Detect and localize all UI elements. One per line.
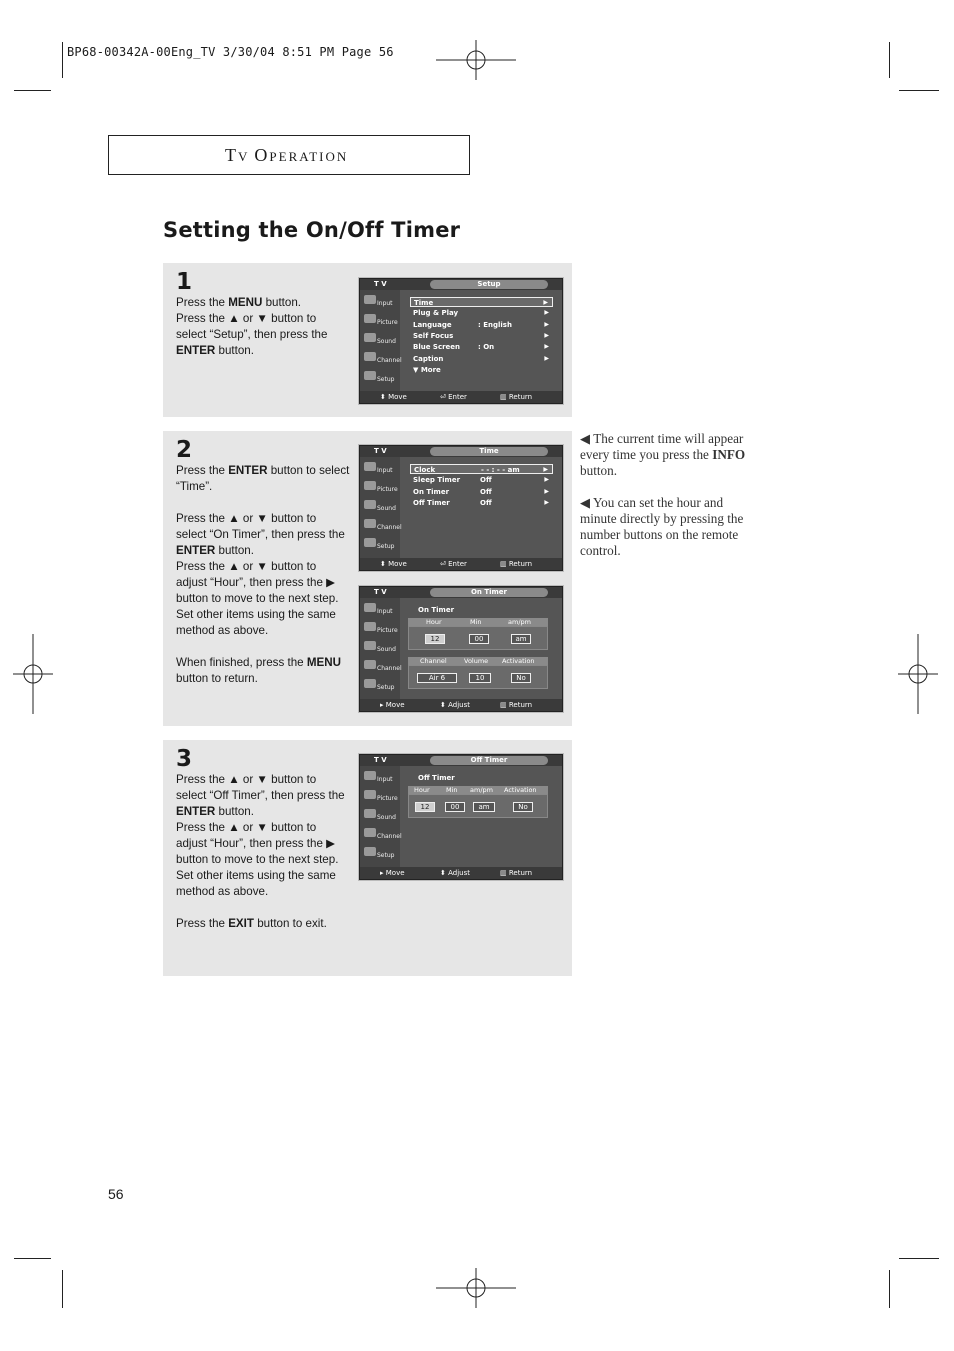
menu-category-icon bbox=[364, 314, 376, 323]
instruction-line: ENTER button. bbox=[176, 344, 254, 357]
crop-mark bbox=[899, 90, 939, 91]
osd-subtitle: On Timer bbox=[418, 606, 455, 614]
osd-sidebar-item[interactable]: Input bbox=[362, 769, 400, 787]
menu-category-icon bbox=[364, 538, 376, 547]
min-value[interactable]: 00 bbox=[469, 634, 489, 644]
crop-mark bbox=[14, 1258, 51, 1259]
osd-sidebar-item[interactable]: Sound bbox=[362, 807, 400, 825]
menu-category-icon bbox=[364, 660, 376, 669]
osd-off-timer: T V Off Timer Input Picture Sound Channel Setup Off Timer Hour Min am/pm Activation 12 00 am No ▸ Move ⬍ Adjust ▥ Return bbox=[359, 754, 563, 880]
instruction-line: ENTER button. bbox=[176, 805, 254, 818]
ampm-value[interactable]: am bbox=[511, 634, 531, 644]
osd-sidebar-item[interactable]: Input bbox=[362, 460, 400, 478]
osd-menu-row[interactable]: ▼ More bbox=[413, 365, 441, 374]
grid-values bbox=[408, 626, 548, 650]
chevron-right-icon: ▶ bbox=[544, 498, 549, 506]
note-line: every time you press the INFO bbox=[580, 447, 746, 462]
instruction-line: Press the ▲ or ▼ button to bbox=[176, 312, 317, 325]
chevron-right-icon: ▶ bbox=[544, 320, 549, 328]
menu-category-icon bbox=[364, 352, 376, 361]
section-header bbox=[108, 135, 470, 175]
instruction-line: Press the ENTER button to select bbox=[176, 464, 350, 477]
grid-header: Hour Min am/pm Activation bbox=[408, 786, 548, 794]
crop-mark bbox=[62, 42, 63, 78]
chevron-right-icon: ▶ bbox=[544, 309, 549, 317]
step-instructions bbox=[176, 772, 356, 932]
step-number: 1 bbox=[176, 269, 193, 295]
min-value[interactable]: 00 bbox=[445, 802, 465, 812]
osd-sidebar-item[interactable]: Sound bbox=[362, 331, 400, 349]
grid-header: Channel Volume Activation bbox=[408, 657, 548, 665]
osd-time-menu: T V Time Input Picture Sound Channel Setup ⬍ Move ⏎ Enter ▥ Return Clock - - : - - am ▶ Sleep Timer Off ▶ On Timer Off ▶ Off Timer Off ▶ bbox=[359, 445, 563, 571]
osd-menu-row[interactable]: Sleep Timer Off ▶ bbox=[413, 476, 549, 485]
menu-category-icon bbox=[364, 603, 376, 612]
osd-sidebar-item[interactable]: Sound bbox=[362, 639, 400, 657]
note-line: ◀ The current time will appear bbox=[580, 431, 744, 446]
note-line: minute directly by pressing the bbox=[580, 511, 744, 526]
menu-category-icon bbox=[364, 481, 376, 490]
page-title: Setting the On/Off Timer bbox=[163, 218, 461, 242]
osd-sidebar-item[interactable]: Input bbox=[362, 293, 400, 311]
print-slug: BP68-00342A-00Eng_TV 3/30/04 8:51 PM Page 56 bbox=[67, 45, 394, 59]
chevron-right-icon: ▶ bbox=[544, 343, 549, 351]
activation-value[interactable]: No bbox=[511, 673, 531, 683]
osd-menu-row[interactable]: Blue Screen : On ▶ bbox=[413, 343, 549, 352]
menu-category-icon bbox=[364, 809, 376, 818]
hour-value[interactable]: 12 bbox=[425, 634, 445, 644]
note-line: button. bbox=[580, 463, 617, 478]
osd-tab-title: Off Timer bbox=[430, 756, 548, 765]
osd-sidebar bbox=[360, 598, 400, 699]
instruction-line: button to move to the next step. bbox=[176, 853, 339, 866]
volume-value[interactable]: 10 bbox=[469, 673, 491, 683]
osd-on-timer: T V On Timer Input Picture Sound Channel Setup On Timer Hour Min am/pm 12 00 am Channel Volume Activation Air 6 10 No ▸ Move ⬍ Adjust ▥ Return bbox=[359, 586, 563, 712]
osd-subtitle: Off Timer bbox=[418, 774, 455, 782]
osd-menu-row[interactable]: Self Focus ▶ bbox=[413, 331, 549, 340]
instruction-line: method as above. bbox=[176, 885, 269, 898]
menu-category-icon bbox=[364, 771, 376, 780]
step-instructions bbox=[176, 463, 356, 687]
instruction-line: adjust “Hour”, then press the ▶ bbox=[176, 576, 336, 589]
menu-category-icon bbox=[364, 500, 376, 509]
instruction-line: Set other items using the same bbox=[176, 869, 336, 882]
page-number: 56 bbox=[108, 1186, 124, 1202]
registration-mark-icon bbox=[436, 1268, 516, 1308]
osd-sidebar bbox=[360, 457, 400, 558]
osd-menu-row[interactable]: On Timer Off ▶ bbox=[413, 487, 549, 496]
grid-values bbox=[408, 665, 548, 689]
instruction-line: Press the ▲ or ▼ button to bbox=[176, 773, 317, 786]
menu-category-icon bbox=[364, 295, 376, 304]
instruction-line bbox=[176, 495, 356, 511]
crop-mark bbox=[889, 1270, 890, 1308]
step-number: 2 bbox=[176, 437, 193, 463]
instruction-line: select “On Timer”, then press the bbox=[176, 528, 345, 541]
hour-value[interactable]: 12 bbox=[415, 802, 435, 812]
osd-sidebar-item[interactable]: Channel bbox=[362, 350, 400, 368]
osd-sidebar-item[interactable]: Picture bbox=[362, 312, 400, 330]
registration-mark-icon bbox=[436, 40, 516, 80]
osd-menu-row[interactable]: Clock - - : - - am ▶ bbox=[410, 464, 553, 474]
osd-sidebar-item[interactable]: Picture bbox=[362, 620, 400, 638]
instruction-line: Press the ▲ or ▼ button to bbox=[176, 512, 317, 525]
instruction-line: adjust “Hour”, then press the ▶ bbox=[176, 837, 336, 850]
note-line: number buttons on the remote bbox=[580, 527, 739, 542]
osd-sidebar-item[interactable]: Picture bbox=[362, 788, 400, 806]
side-note-1 bbox=[580, 431, 770, 479]
menu-category-icon bbox=[364, 641, 376, 650]
menu-category-icon bbox=[364, 462, 376, 471]
chevron-right-icon: ▶ bbox=[544, 331, 549, 339]
activation-value[interactable]: No bbox=[513, 802, 533, 812]
menu-category-icon bbox=[364, 847, 376, 856]
osd-menu-row[interactable]: Caption ▶ bbox=[413, 354, 549, 363]
menu-category-icon bbox=[364, 519, 376, 528]
instruction-line: button to return. bbox=[176, 672, 258, 685]
osd-sidebar-item[interactable]: Channel bbox=[362, 517, 400, 535]
osd-menu-row[interactable]: Time ▶ bbox=[410, 297, 553, 307]
osd-footer: ⬍ Move ⏎ Enter ▥ Return bbox=[360, 391, 562, 403]
instruction-line: When finished, press the MENU bbox=[176, 656, 341, 669]
chevron-right-icon: ▶ bbox=[543, 299, 548, 306]
osd-footer: ⬍ Move ⏎ Enter ▥ Return bbox=[360, 558, 562, 570]
instruction-line bbox=[176, 900, 356, 916]
registration-mark-icon bbox=[898, 634, 938, 714]
crop-mark bbox=[899, 1258, 939, 1259]
osd-footer: ▸ Move ⬍ Adjust ▥ Return bbox=[360, 699, 562, 711]
instruction-line: select “Off Timer”, then press the bbox=[176, 789, 345, 802]
instruction-line bbox=[176, 639, 356, 655]
osd-sidebar-item[interactable]: Input bbox=[362, 601, 400, 619]
instruction-line: Press the ▲ or ▼ button to bbox=[176, 821, 317, 834]
instruction-line: method as above. bbox=[176, 624, 269, 637]
instruction-line: “Time”. bbox=[176, 480, 213, 493]
crop-mark bbox=[14, 90, 51, 91]
osd-tab-title: On Timer bbox=[430, 588, 548, 597]
osd-sidebar-item[interactable]: Setup bbox=[362, 845, 400, 863]
instruction-line: button to move to the next step. bbox=[176, 592, 339, 605]
chevron-right-icon: ▶ bbox=[544, 354, 549, 362]
osd-sidebar-item[interactable]: Setup bbox=[362, 369, 400, 387]
chevron-right-icon: ▶ bbox=[544, 487, 549, 495]
instruction-line: Press the MENU button. bbox=[176, 296, 302, 309]
channel-value[interactable]: Air 6 bbox=[417, 673, 457, 683]
osd-menu-row[interactable]: Plug & Play ▶ bbox=[413, 309, 549, 318]
instruction-line: select “Setup”, then press the bbox=[176, 328, 328, 341]
side-note-2 bbox=[580, 495, 770, 559]
chevron-right-icon: ▶ bbox=[543, 466, 548, 473]
crop-mark bbox=[62, 1270, 63, 1308]
osd-sidebar-item[interactable]: Channel bbox=[362, 658, 400, 676]
menu-category-icon bbox=[364, 333, 376, 342]
osd-sidebar-item[interactable]: Setup bbox=[362, 677, 400, 695]
osd-menu-row[interactable]: Language : English ▶ bbox=[413, 320, 549, 329]
osd-sidebar bbox=[360, 766, 400, 867]
osd-sidebar-item[interactable]: Setup bbox=[362, 536, 400, 554]
osd-sidebar-item[interactable]: Picture bbox=[362, 479, 400, 497]
menu-category-icon bbox=[364, 790, 376, 799]
osd-setup-menu: T V Setup Input Picture Sound Channel Setup ⬍ Move ⏎ Enter ▥ Return Time ▶ Plug & Play ▶ Language : English ▶ Self Focus ▶ Blue Screen : On ▶ Caption ▶ ▼ More bbox=[359, 278, 563, 404]
osd-sidebar bbox=[360, 290, 400, 391]
ampm-value[interactable]: am bbox=[473, 802, 495, 812]
osd-tab-title: Setup bbox=[430, 280, 548, 289]
instruction-line: Press the ▲ or ▼ button to bbox=[176, 560, 317, 573]
menu-category-icon bbox=[364, 828, 376, 837]
osd-sidebar-item[interactable]: Sound bbox=[362, 498, 400, 516]
note-line: ◀ You can set the hour and bbox=[580, 495, 724, 510]
menu-category-icon bbox=[364, 622, 376, 631]
step-number: 3 bbox=[176, 746, 193, 772]
step-instructions bbox=[176, 295, 356, 359]
grid-header: Hour Min am/pm bbox=[408, 618, 548, 626]
osd-tab-title: Time bbox=[430, 447, 548, 456]
osd-footer: ▸ Move ⬍ Adjust ▥ Return bbox=[360, 867, 562, 879]
instruction-line: Press the EXIT button to exit. bbox=[176, 917, 327, 930]
instruction-line: Set other items using the same bbox=[176, 608, 336, 621]
section-header-text: TV OPERATION bbox=[225, 145, 349, 165]
menu-category-icon bbox=[364, 679, 376, 688]
menu-category-icon bbox=[364, 371, 376, 380]
osd-sidebar-item[interactable]: Channel bbox=[362, 826, 400, 844]
osd-menu-row[interactable]: Off Timer Off ▶ bbox=[413, 498, 549, 507]
note-line: control. bbox=[580, 543, 621, 558]
instruction-line: ENTER button. bbox=[176, 544, 254, 557]
registration-mark-icon bbox=[13, 634, 53, 714]
crop-mark bbox=[889, 42, 890, 78]
chevron-right-icon: ▶ bbox=[544, 476, 549, 484]
grid-values bbox=[408, 794, 548, 818]
